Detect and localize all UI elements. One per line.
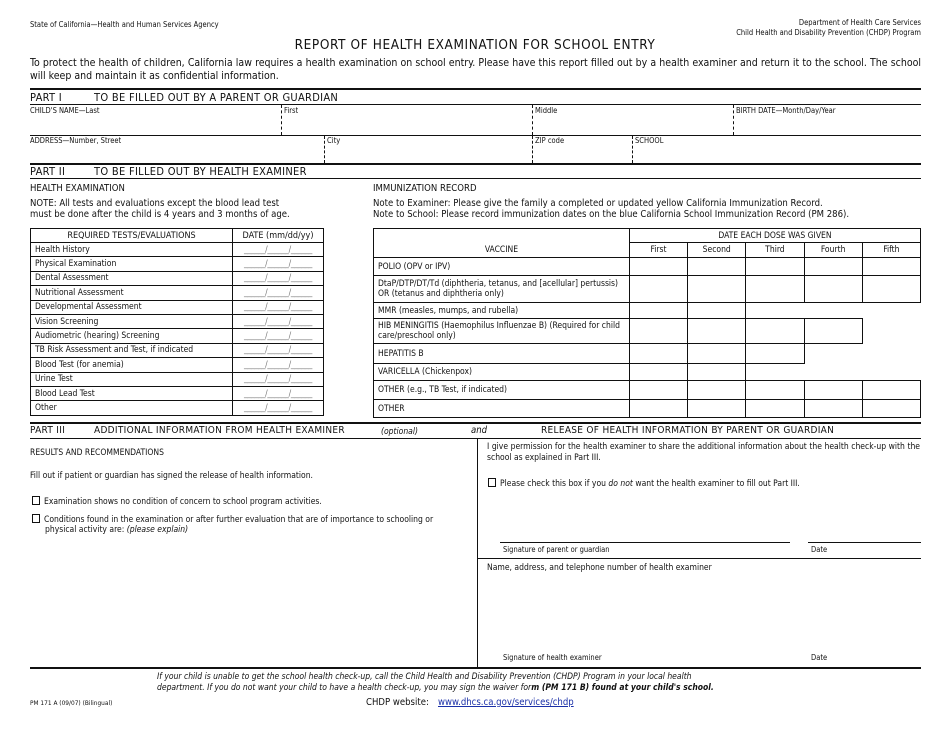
vaccine-row — [374, 258, 921, 276]
dose-date-cell[interactable] — [746, 344, 804, 364]
part1-label: PART I — [30, 91, 63, 104]
test-row — [31, 271, 324, 285]
vaccine-row — [374, 319, 921, 344]
dose-date-cell[interactable] — [804, 400, 862, 418]
dose-header-first: First — [629, 243, 687, 258]
page-title: REPORT OF HEALTH EXAMINATION FOR SCHOOL ENTRY — [294, 37, 656, 53]
vaccine-row — [374, 276, 921, 303]
dose-date-cell[interactable] — [746, 276, 804, 303]
test-date-field[interactable]: ______/______/______ — [233, 271, 324, 285]
field-city[interactable]: City — [327, 136, 341, 145]
conditions-label-2 — [45, 525, 188, 535]
field-birth-date[interactable]: BIRTH DATE—Month/Day/Year — [736, 106, 836, 115]
blank — [804, 303, 862, 319]
dose-date-cell[interactable] — [862, 400, 920, 418]
part2-label: PART II — [30, 165, 66, 178]
immunization-heading: IMMUNIZATION RECORD — [373, 183, 477, 194]
dose-date-cell[interactable] — [629, 319, 687, 344]
and-label: and — [471, 425, 488, 436]
divider — [477, 438, 478, 667]
field-zip[interactable]: ZIP code — [535, 136, 565, 145]
please-explain: (please explain) — [126, 525, 189, 535]
form-id: PM 171 A (09/07) (Bilingual) — [30, 699, 113, 707]
dose-date-cell[interactable] — [688, 276, 746, 303]
test-date-field[interactable]: ______/______/______ — [233, 358, 324, 372]
dose-date-cell[interactable] — [629, 344, 687, 364]
fill-out-note: Fill out if patient or guardian has signed the release of health information. — [30, 471, 313, 481]
footer-line-2a: department. If you do not want your child to have a health check-up, you may sign the waiver for — [157, 683, 532, 693]
no-concern-option[interactable] — [32, 496, 322, 507]
divider — [30, 438, 921, 439]
divider — [324, 136, 325, 163]
dose-date-cell[interactable] — [688, 400, 746, 418]
dose-date-cell[interactable] — [746, 381, 804, 400]
vaccine-header: VACCINE — [374, 243, 630, 258]
vaccine-row — [374, 400, 921, 418]
dose-date-cell[interactable] — [629, 400, 687, 418]
dose-header-third: Third — [746, 243, 804, 258]
agency-label: State of California—Health and Human Services Agency — [30, 20, 219, 29]
vaccine-name: HIB MENINGITIS (Haemophilus Influenzae B) (Required for child care/preschool only) — [374, 319, 630, 344]
vaccine-name: OTHER — [374, 400, 630, 418]
test-date-field[interactable]: ______/______/______ — [233, 300, 324, 314]
field-middle-name[interactable]: Middle — [535, 106, 558, 115]
test-name: Health History — [31, 243, 233, 257]
examiner-date-label: Date — [811, 653, 828, 662]
dose-date-cell[interactable] — [688, 364, 746, 381]
dose-date-cell[interactable] — [629, 364, 687, 381]
divider — [30, 104, 921, 105]
intro-text: To protect the health of children, California law requires a health examination on school entry. Please have this report filled out by a health examiner and return it to the school. The school will keep and maintain it as confidential information. — [30, 57, 921, 82]
blank — [746, 364, 804, 381]
part1-heading: TO BE FILLED OUT BY A PARENT OR GUARDIAN — [94, 91, 339, 104]
website-label: CHDP website: — [366, 697, 429, 708]
divider — [532, 105, 533, 135]
vaccine-row — [374, 303, 921, 319]
test-date-field[interactable]: ______/______/______ — [233, 314, 324, 328]
dose-date-cell[interactable] — [746, 400, 804, 418]
divider — [30, 178, 921, 179]
parent-signature-label: Signature of parent or guardian — [503, 545, 610, 554]
test-row — [31, 401, 324, 415]
website-link[interactable]: www.dhcs.ca.gov/services/chdp — [438, 697, 574, 708]
test-row — [31, 343, 324, 357]
examiner-signature-label: Signature of health examiner — [503, 653, 602, 662]
field-address[interactable]: ADDRESS—Number, Street — [30, 136, 122, 145]
no-part3-option[interactable] — [488, 478, 800, 489]
test-date-field[interactable]: ______/______/______ — [233, 386, 324, 400]
part3-label: PART III — [30, 425, 66, 436]
blank — [862, 303, 920, 319]
note-line-2: must be done after the child is 4 years and 3 months of age. — [30, 209, 290, 220]
dose-date-cell[interactable] — [746, 319, 804, 344]
checkbox[interactable] — [32, 496, 40, 505]
blank — [374, 229, 630, 243]
field-first-name[interactable]: First — [284, 106, 299, 115]
divider — [30, 88, 921, 90]
test-name: Physical Examination — [31, 257, 233, 271]
dose-date-cell[interactable] — [746, 258, 804, 276]
test-date-field[interactable]: ______/______/______ — [233, 243, 324, 257]
test-date-field[interactable]: ______/______/______ — [233, 372, 324, 386]
program-label: Child Health and Disability Prevention (CHDP) Program — [736, 28, 921, 37]
vaccine-row — [374, 344, 921, 364]
test-name: Blood Test (for anemia) — [31, 358, 233, 372]
dose-date-cell[interactable] — [688, 258, 746, 276]
examiner-info-label[interactable]: Name, address, and telephone number of health examiner — [487, 563, 712, 573]
dose-header: DATE EACH DOSE WAS GIVEN — [629, 229, 920, 243]
results-heading: RESULTS AND RECOMMENDATIONS — [30, 448, 164, 458]
test-date-field[interactable]: ______/______/______ — [233, 329, 324, 343]
checkbox[interactable] — [32, 514, 40, 523]
divider — [532, 136, 533, 163]
conditions-option[interactable] — [32, 514, 433, 525]
no-part3-label-end: want the health examiner to fill out Part III. — [632, 479, 800, 489]
dose-date-cell[interactable] — [629, 381, 687, 400]
dose-date-cell[interactable] — [629, 303, 687, 319]
school-note: Note to School: Please record immunization dates on the blue California School Immunization Record (PM 286). — [373, 209, 850, 220]
test-date-field[interactable]: ______/______/______ — [233, 286, 324, 300]
vaccine-name: DtaP/DTP/DT/Td (diphtheria, tetanus, and [acellular] pertussis) OR (tetanus and diphtheria only) — [374, 276, 630, 303]
test-row — [31, 257, 324, 271]
divider — [733, 105, 734, 135]
test-row — [31, 372, 324, 386]
test-row — [31, 286, 324, 300]
blank — [746, 303, 804, 319]
no-part3-label: Please check this box if you — [500, 479, 609, 489]
part3-heading: ADDITIONAL INFORMATION FROM HEALTH EXAMINER — [94, 425, 345, 436]
conditions-label: Conditions found in the examination or after further evaluation that are of importance to schooling or — [44, 515, 434, 525]
blank — [862, 344, 920, 364]
dose-header-fifth: Fifth — [862, 243, 920, 258]
dose-date-cell[interactable] — [688, 344, 746, 364]
dose-header-fourth: Fourth — [804, 243, 862, 258]
blank — [804, 364, 862, 381]
divider — [30, 135, 921, 136]
vaccine-row — [374, 381, 921, 400]
test-name: Urine Test — [31, 372, 233, 386]
examiner-note: Note to Examiner: Please give the family a completed or updated yellow California Immunization Record. — [373, 198, 823, 209]
test-name: Audiometric (hearing) Screening — [31, 329, 233, 343]
vaccine-name: POLIO (OPV or IPV) — [374, 258, 630, 276]
checkbox[interactable] — [488, 478, 496, 487]
conditions-label-cont: physical activity are: — [45, 525, 125, 535]
divider — [477, 558, 921, 559]
note-line-1: NOTE: All tests and evaluations except the blood lead test — [30, 198, 280, 209]
permission-text: I give permission for the health examiner to share the additional information about the health check-up with the school as explained in Part III. — [487, 442, 920, 463]
blank — [862, 364, 920, 381]
department-label: Department of Health Care Services — [798, 18, 921, 27]
dose-date-cell[interactable] — [629, 258, 687, 276]
dose-date-cell[interactable] — [862, 381, 920, 400]
dose-date-cell[interactable] — [804, 258, 862, 276]
vaccine-name: OTHER (e.g., TB Test, if indicated) — [374, 381, 630, 400]
signature-line[interactable] — [500, 542, 790, 543]
no-concern-label: Examination shows no condition of concern to school program activities. — [44, 497, 322, 507]
date-line[interactable] — [808, 542, 921, 543]
dose-date-cell[interactable] — [688, 303, 746, 319]
blank — [804, 344, 862, 364]
test-row — [31, 300, 324, 314]
vaccine-name: VARICELLA (Chickenpox) — [374, 364, 630, 381]
test-row — [31, 358, 324, 372]
test-date-field[interactable]: ______/______/______ — [233, 343, 324, 357]
dose-date-cell[interactable] — [804, 276, 862, 303]
test-name: Dental Assessment — [31, 271, 233, 285]
part2-heading: TO BE FILLED OUT BY HEALTH EXAMINER — [94, 165, 307, 178]
test-name: Other — [31, 401, 233, 415]
do-not-emphasis: do not — [608, 479, 633, 489]
dose-date-cell[interactable] — [804, 319, 862, 344]
tests-table — [30, 228, 324, 416]
vaccine-name: HEPATITIS B — [374, 344, 630, 364]
field-last-name[interactable]: CHILD'S NAME—Last — [30, 106, 100, 115]
dose-date-cell[interactable] — [688, 381, 746, 400]
optional-label: (optional) — [381, 427, 418, 437]
divider — [30, 667, 921, 669]
parent-date-label: Date — [811, 545, 828, 554]
test-date-field[interactable]: ______/______/______ — [233, 257, 324, 271]
dose-date-cell[interactable] — [688, 319, 746, 344]
test-date-field[interactable]: ______/______/______ — [233, 401, 324, 415]
tests-header: REQUIRED TESTS/EVALUATIONS — [31, 229, 233, 243]
immunization-table — [373, 228, 921, 418]
test-row — [31, 386, 324, 400]
test-name: Nutritional Assessment — [31, 286, 233, 300]
dose-header-second: Second — [688, 243, 746, 258]
test-name: Vision Screening — [31, 314, 233, 328]
test-name: TB Risk Assessment and Test, if indicated — [31, 343, 233, 357]
blank — [862, 319, 920, 344]
test-row — [31, 314, 324, 328]
divider — [632, 136, 633, 163]
test-row — [31, 329, 324, 343]
test-name: Blood Lead Test — [31, 386, 233, 400]
footer-line-2b: m (PM 171 B) found at your child's school. — [531, 683, 714, 693]
dose-date-cell[interactable] — [862, 258, 920, 276]
vaccine-name: MMR (measles, mumps, and rubella) — [374, 303, 630, 319]
dose-date-cell[interactable] — [629, 276, 687, 303]
divider — [281, 105, 282, 135]
release-heading: RELEASE OF HEALTH INFORMATION BY PARENT OR GUARDIAN — [541, 425, 835, 436]
field-school[interactable]: SCHOOL — [635, 136, 664, 145]
footer-line-1: If your child is unable to get the school health check-up, call the Child Health and Disability Prevention (CHDP) Program in your local health — [157, 672, 692, 682]
divider — [30, 422, 921, 424]
test-name: Developmental Assessment — [31, 300, 233, 314]
dose-date-cell[interactable] — [804, 381, 862, 400]
vaccine-row — [374, 364, 921, 381]
date-header: DATE (mm/dd/yy) — [233, 229, 324, 243]
test-row — [31, 243, 324, 257]
dose-date-cell[interactable] — [862, 276, 920, 303]
footer-line-2 — [157, 683, 714, 693]
health-exam-heading: HEALTH EXAMINATION — [30, 183, 125, 194]
